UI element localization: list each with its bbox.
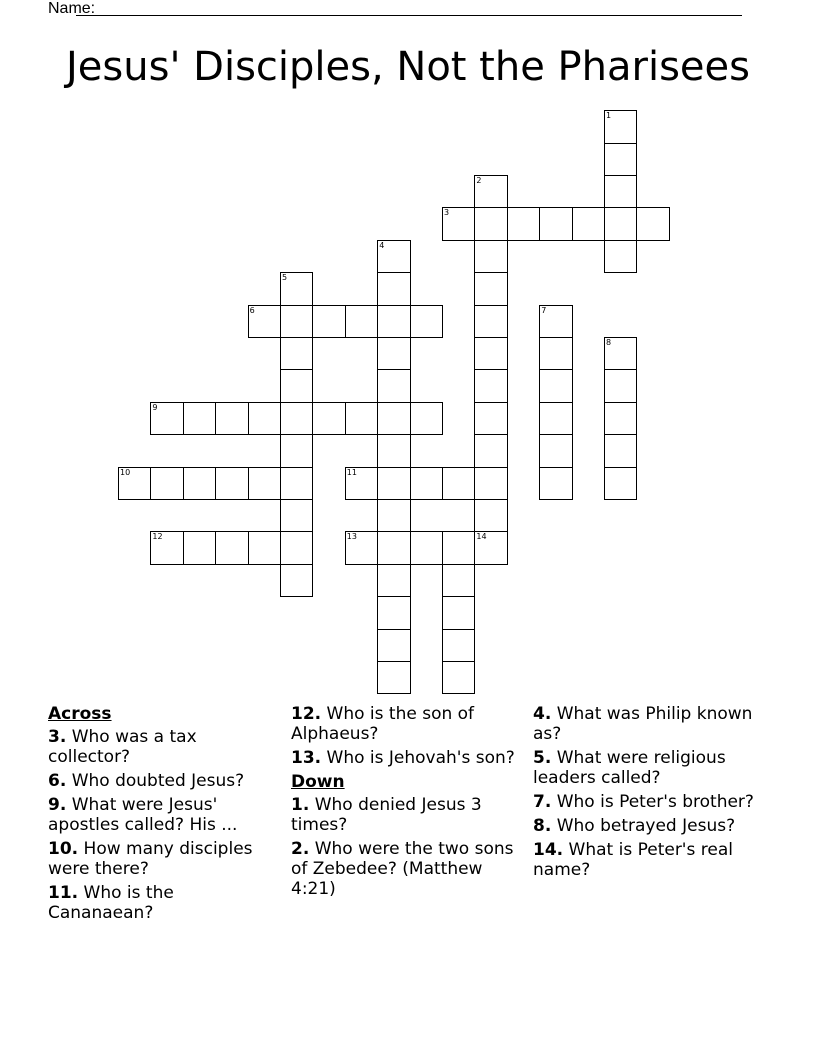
grid-cell[interactable] xyxy=(248,305,281,338)
cell-number: 7 xyxy=(541,305,547,315)
clue-number: 11. xyxy=(48,883,79,903)
clue-down-14 xyxy=(533,840,765,880)
grid-cell[interactable] xyxy=(539,305,572,338)
grid-cell[interactable] xyxy=(345,531,378,564)
grid-cell[interactable] xyxy=(377,564,410,597)
clue-number: 8. xyxy=(533,816,552,836)
clue-number: 1. xyxy=(291,795,310,815)
across-heading: Across xyxy=(48,704,112,724)
grid-cell[interactable] xyxy=(377,369,410,402)
grid-cell[interactable] xyxy=(539,337,572,370)
clue-column-2 xyxy=(291,704,523,903)
grid-cell[interactable] xyxy=(150,402,183,435)
grid-cell[interactable] xyxy=(118,467,151,500)
grid-cell[interactable] xyxy=(442,596,475,629)
clue-text: Who was a tax collector? xyxy=(48,727,197,767)
grid-cell[interactable] xyxy=(539,207,572,240)
clue-across-13 xyxy=(291,748,523,768)
clue-text: Who doubted Jesus? xyxy=(71,771,245,791)
grid-cell[interactable] xyxy=(474,369,507,402)
grid-cell[interactable] xyxy=(604,175,637,208)
grid-cell[interactable] xyxy=(377,531,410,564)
clue-number: 3. xyxy=(48,727,67,747)
clue-across-11 xyxy=(48,883,280,923)
grid-cell[interactable] xyxy=(280,531,313,564)
grid-cell[interactable] xyxy=(539,434,572,467)
grid-cell[interactable] xyxy=(183,531,216,564)
grid-cell[interactable] xyxy=(442,564,475,597)
clue-text: What were religious leaders called? xyxy=(533,748,726,788)
grid-cell[interactable] xyxy=(215,467,248,500)
grid-cell[interactable] xyxy=(377,305,410,338)
clue-text: Who is the Cananaean? xyxy=(48,883,174,923)
cell-number: 12 xyxy=(152,532,163,542)
grid-cell[interactable] xyxy=(474,402,507,435)
clue-text: What was Philip known as? xyxy=(533,704,753,744)
grid-cell[interactable] xyxy=(150,531,183,564)
grid-cell[interactable] xyxy=(604,110,637,143)
grid-cell[interactable] xyxy=(604,402,637,435)
grid-cell[interactable] xyxy=(410,467,443,500)
down-heading: Down xyxy=(291,772,345,792)
grid-cell[interactable] xyxy=(572,207,605,240)
grid-cell[interactable] xyxy=(248,467,281,500)
grid-cell[interactable] xyxy=(345,467,378,500)
grid-cell[interactable] xyxy=(345,402,378,435)
grid-cell[interactable] xyxy=(377,467,410,500)
cell-number: 1 xyxy=(606,111,612,121)
grid-cell[interactable] xyxy=(377,272,410,305)
clue-text: Who betrayed Jesus? xyxy=(556,816,736,836)
grid-cell[interactable] xyxy=(280,305,313,338)
cell-number: 9 xyxy=(152,402,158,412)
clue-number: 10. xyxy=(48,839,79,859)
grid-cell[interactable] xyxy=(280,272,313,305)
cell-number: 5 xyxy=(282,273,288,283)
grid-cell[interactable] xyxy=(280,499,313,532)
grid-cell[interactable] xyxy=(280,337,313,370)
grid-cell[interactable] xyxy=(377,240,410,273)
clue-text: What is Peter's real name? xyxy=(533,840,733,880)
clue-across-6 xyxy=(48,771,280,791)
grid-cell[interactable] xyxy=(474,207,507,240)
clue-number: 9. xyxy=(48,795,67,815)
grid-cell[interactable] xyxy=(442,207,475,240)
grid-cell[interactable] xyxy=(474,175,507,208)
clue-across-3 xyxy=(48,727,280,767)
clue-text: How many disciples were there? xyxy=(48,839,253,879)
clue-text: Who is Peter's brother? xyxy=(556,792,754,812)
clue-number: 4. xyxy=(533,704,552,724)
name-label: Name: xyxy=(48,0,96,17)
grid-cell[interactable] xyxy=(604,207,637,240)
cell-number: 4 xyxy=(379,240,385,250)
clue-across-10 xyxy=(48,839,280,879)
grid-cell[interactable] xyxy=(312,305,345,338)
grid-cell[interactable] xyxy=(183,467,216,500)
clue-down-7 xyxy=(533,792,765,812)
cell-number: 6 xyxy=(249,305,255,315)
clue-down-8 xyxy=(533,816,765,836)
grid-cell[interactable] xyxy=(248,402,281,435)
grid-cell[interactable] xyxy=(377,596,410,629)
clue-column-1 xyxy=(48,704,280,927)
clue-number: 2. xyxy=(291,839,310,859)
grid-cell[interactable] xyxy=(280,369,313,402)
clue-down-2 xyxy=(291,839,523,899)
clue-number: 7. xyxy=(533,792,552,812)
cell-number: 14 xyxy=(476,532,487,542)
grid-cell[interactable] xyxy=(410,531,443,564)
clue-down-4 xyxy=(533,704,765,744)
clue-number: 6. xyxy=(48,771,67,791)
grid-cell[interactable] xyxy=(150,467,183,500)
clue-text: Who is the son of Alphaeus? xyxy=(291,704,475,744)
grid-cell[interactable] xyxy=(183,402,216,435)
grid-cell[interactable] xyxy=(377,661,410,694)
clue-text: Who were the two sons of Zebedee? (Matthew 4:21) xyxy=(291,839,514,899)
grid-cell[interactable] xyxy=(604,467,637,500)
grid-cell[interactable] xyxy=(215,402,248,435)
clue-column-3 xyxy=(533,704,765,884)
clue-number: 5. xyxy=(533,748,552,768)
grid-cell[interactable] xyxy=(280,434,313,467)
grid-cell[interactable] xyxy=(442,467,475,500)
grid-cell[interactable] xyxy=(474,337,507,370)
grid-cell[interactable] xyxy=(474,305,507,338)
clue-text: Who is Jehovah's son? xyxy=(326,748,515,768)
grid-cell[interactable] xyxy=(474,240,507,273)
grid-cell[interactable] xyxy=(248,531,281,564)
grid-cell[interactable] xyxy=(442,661,475,694)
clue-number: 14. xyxy=(533,840,564,860)
grid-cell[interactable] xyxy=(507,207,540,240)
grid-cell[interactable] xyxy=(410,402,443,435)
grid-cell[interactable] xyxy=(312,402,345,435)
grid-cell[interactable] xyxy=(474,531,507,564)
clue-text: Who denied Jesus 3 times? xyxy=(291,795,482,835)
grid-cell[interactable] xyxy=(539,402,572,435)
grid-cell[interactable] xyxy=(474,434,507,467)
grid-cell[interactable] xyxy=(280,402,313,435)
grid-cell[interactable] xyxy=(377,402,410,435)
grid-cell[interactable] xyxy=(539,369,572,402)
grid-cell[interactable] xyxy=(604,240,637,273)
grid-cell[interactable] xyxy=(215,531,248,564)
grid-cell[interactable] xyxy=(604,369,637,402)
clue-across-9 xyxy=(48,795,280,835)
grid-cell[interactable] xyxy=(442,531,475,564)
cell-number: 2 xyxy=(476,176,482,185)
grid-cell[interactable] xyxy=(280,564,313,597)
grid-cell[interactable] xyxy=(410,305,443,338)
clue-number: 12. xyxy=(291,704,322,724)
clue-number: 13. xyxy=(291,748,322,768)
grid-cell[interactable] xyxy=(474,499,507,532)
grid-cell[interactable] xyxy=(604,337,637,370)
grid-cell[interactable] xyxy=(474,467,507,500)
grid-cell[interactable] xyxy=(377,434,410,467)
cell-number: 10 xyxy=(120,467,131,477)
clue-down-1 xyxy=(291,795,523,835)
page-title: Jesus' Disciples, Not the Pharisees xyxy=(66,44,750,90)
grid-cell[interactable] xyxy=(604,434,637,467)
grid-cell[interactable] xyxy=(345,305,378,338)
clue-across-12 xyxy=(291,704,523,744)
grid-cell[interactable] xyxy=(377,337,410,370)
cell-number: 3 xyxy=(444,208,450,218)
grid-cell[interactable] xyxy=(377,499,410,532)
grid-cell[interactable] xyxy=(377,629,410,662)
grid-cell[interactable] xyxy=(280,467,313,500)
grid-cell[interactable] xyxy=(539,467,572,500)
grid-cell[interactable] xyxy=(604,143,637,176)
cell-number: 13 xyxy=(346,532,357,542)
cell-number: 8 xyxy=(606,338,612,347)
grid-cell[interactable] xyxy=(474,272,507,305)
clue-text: What were Jesus' apostles called? His ... xyxy=(48,795,238,835)
clue-down-5 xyxy=(533,748,765,788)
cell-number: 11 xyxy=(346,467,357,477)
grid-cell[interactable] xyxy=(442,629,475,662)
grid-cell[interactable] xyxy=(636,207,669,240)
